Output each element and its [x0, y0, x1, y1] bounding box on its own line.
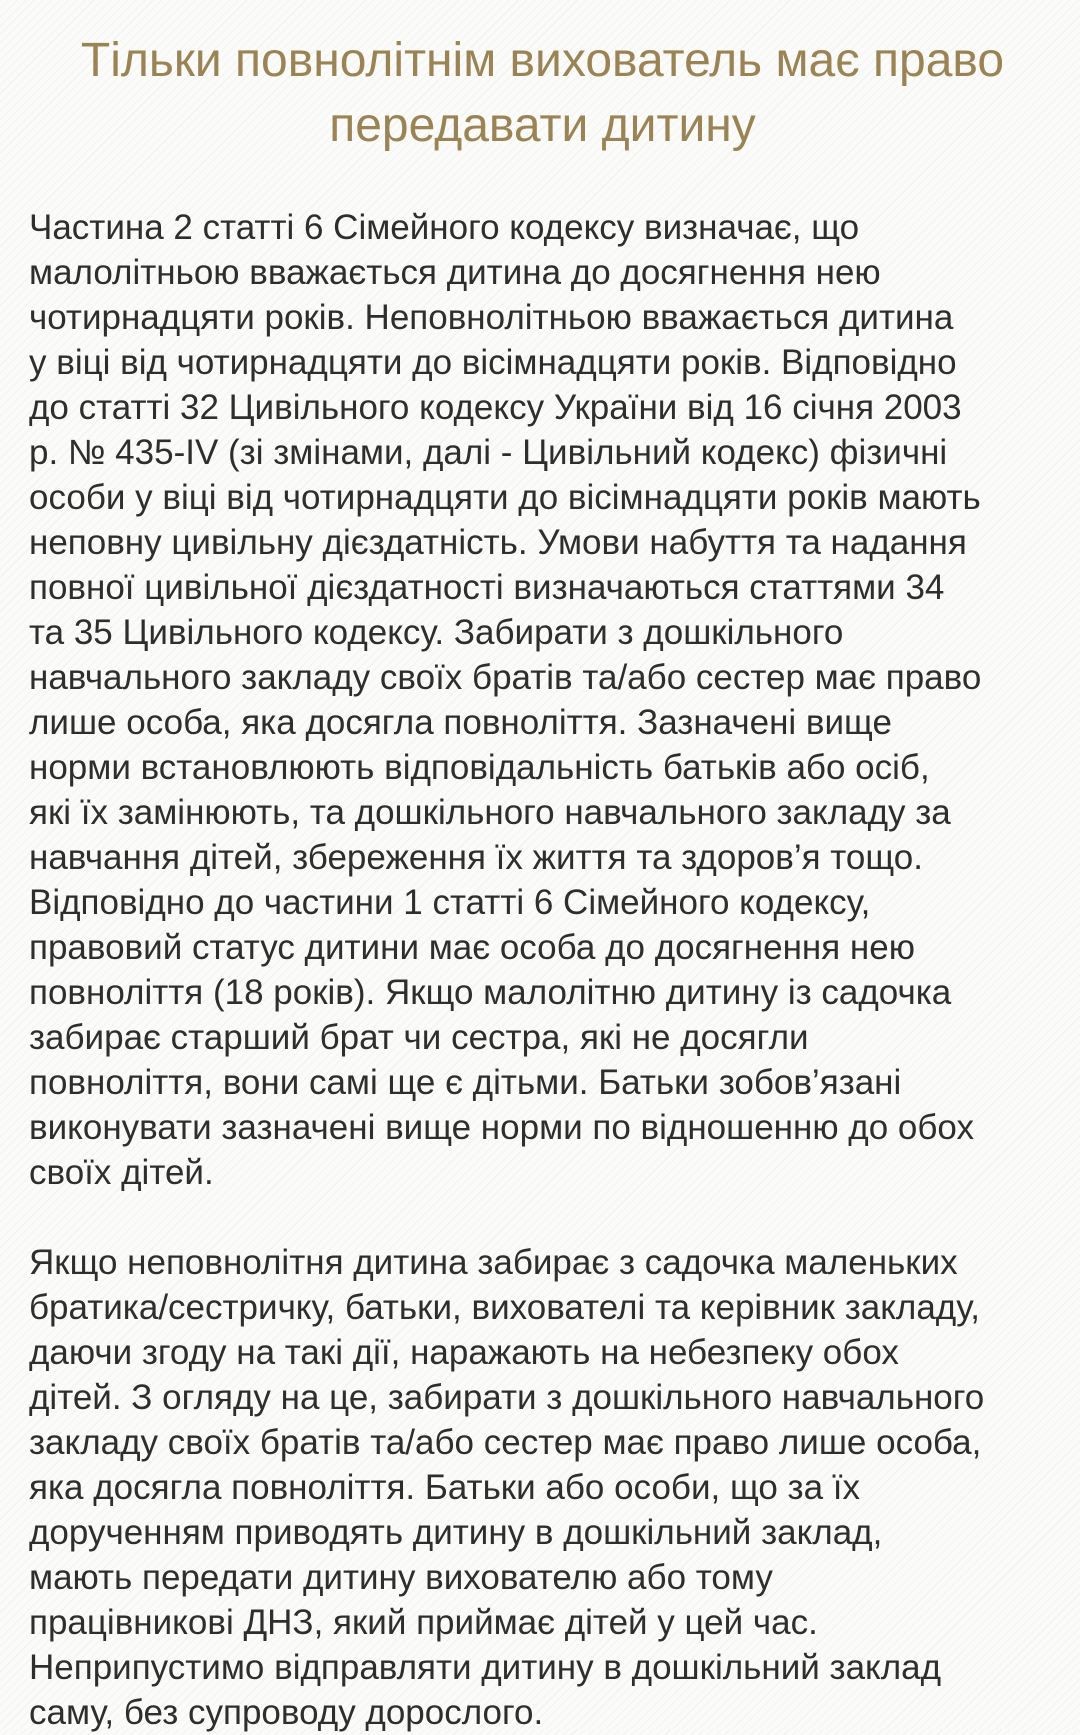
paragraph-line: р. № 435-IV (зі змінами, далі - Цивільний кодекс) фізичні: [29, 433, 948, 472]
paragraph-line: Відповідно до частини 1 статті 6 Сімейного кодексу,: [29, 883, 871, 922]
paragraph-line: у віці від чотирнадцяти до вісімнадцяти років. Відповідно: [29, 343, 957, 382]
paragraph-line: Частина 2 статті 6 Сімейного кодексу визначає, що: [29, 208, 860, 247]
paragraph-line: повноліття (18 років). Якщо малолітню дитину із садочка: [29, 973, 952, 1012]
paragraph-line: особи у віці від чотирнадцяти до вісімнадцяти років мають: [29, 478, 981, 517]
paragraph-line: виконувати зазначені вище норми по відношенню до обох: [29, 1108, 974, 1147]
paragraph-line: своїх дітей.: [29, 1153, 214, 1192]
paragraph-line: неповну цивільну дієздатність. Умови набуття та надання: [29, 523, 967, 562]
paragraph-line: дітей. З огляду на це, забирати з дошкільного навчального: [29, 1378, 985, 1417]
paragraph-line: Якщо неповнолітня дитина забирає з садочка маленьких: [29, 1243, 958, 1282]
paragraph-line: до статті 32 Цивільного кодексу України від 16 січня 2003: [29, 388, 962, 427]
paragraph-line: закладу своїх братів та/або сестер має право лише особа,: [29, 1423, 982, 1462]
paragraph: [29, 205, 1056, 1195]
article-title: [29, 28, 1056, 158]
paragraph-line: братика/сестричку, батьки, вихователі та керівник закладу,: [29, 1288, 980, 1327]
article-title-line: Тільки повнолітнім вихователь має право: [80, 34, 1005, 87]
paragraph-line: навчання дітей, збереження їх життя та здоров’я тощо.: [29, 838, 923, 877]
paragraph-line: які їх замінюють, та дошкільного навчального закладу за: [29, 793, 951, 832]
paragraph-line: даючи згоду на такі дії, наражають на небезпеку обох: [29, 1333, 899, 1372]
paragraph-line: та 35 Цивільного кодексу. Забирати з дошкільного: [29, 613, 844, 652]
paragraph-line: забирає старший брат чи сестра, які не досягли: [29, 1018, 809, 1057]
paragraph-line: норми встановлюють відповідальність батьків або осіб,: [29, 748, 930, 787]
paragraph-line: навчального закладу своїх братів та/або сестер має право: [29, 658, 982, 697]
paragraph: [29, 1240, 1056, 1735]
paragraph-line: мають передати дитину вихователю або тому: [29, 1558, 773, 1597]
paragraph-line: чотирнадцяти років. Неповнолітньою вважається дитина: [29, 298, 954, 337]
paragraph-line: працівникові ДНЗ, який приймає дітей у цей час.: [29, 1603, 818, 1642]
paragraph-line: повної цивільної дієздатності визначаються статтями 34: [29, 568, 945, 607]
paragraph-line: Неприпустимо відправляти дитину в дошкільний заклад: [29, 1648, 942, 1687]
paragraph-line: правовий статус дитини має особа до досягнення нею: [29, 928, 915, 967]
paragraph-line: лише особа, яка досягла повноліття. Зазначені вище: [29, 703, 892, 742]
paragraph-line: дорученням приводять дитину в дошкільний заклад,: [29, 1513, 883, 1552]
article-body: [29, 205, 1056, 1735]
paragraph-line: малолітньою вважається дитина до досягнення нею: [29, 253, 881, 292]
paragraph-line: яка досягла повноліття. Батьки або особи, що за їх: [29, 1468, 861, 1507]
paragraph-line: саму, без супроводу дорослого.: [29, 1693, 544, 1732]
article-title-line: передавати дитину: [329, 99, 756, 152]
paragraph-line: повноліття, вони самі ще є дітьми. Батьки зобов’язані: [29, 1063, 902, 1102]
